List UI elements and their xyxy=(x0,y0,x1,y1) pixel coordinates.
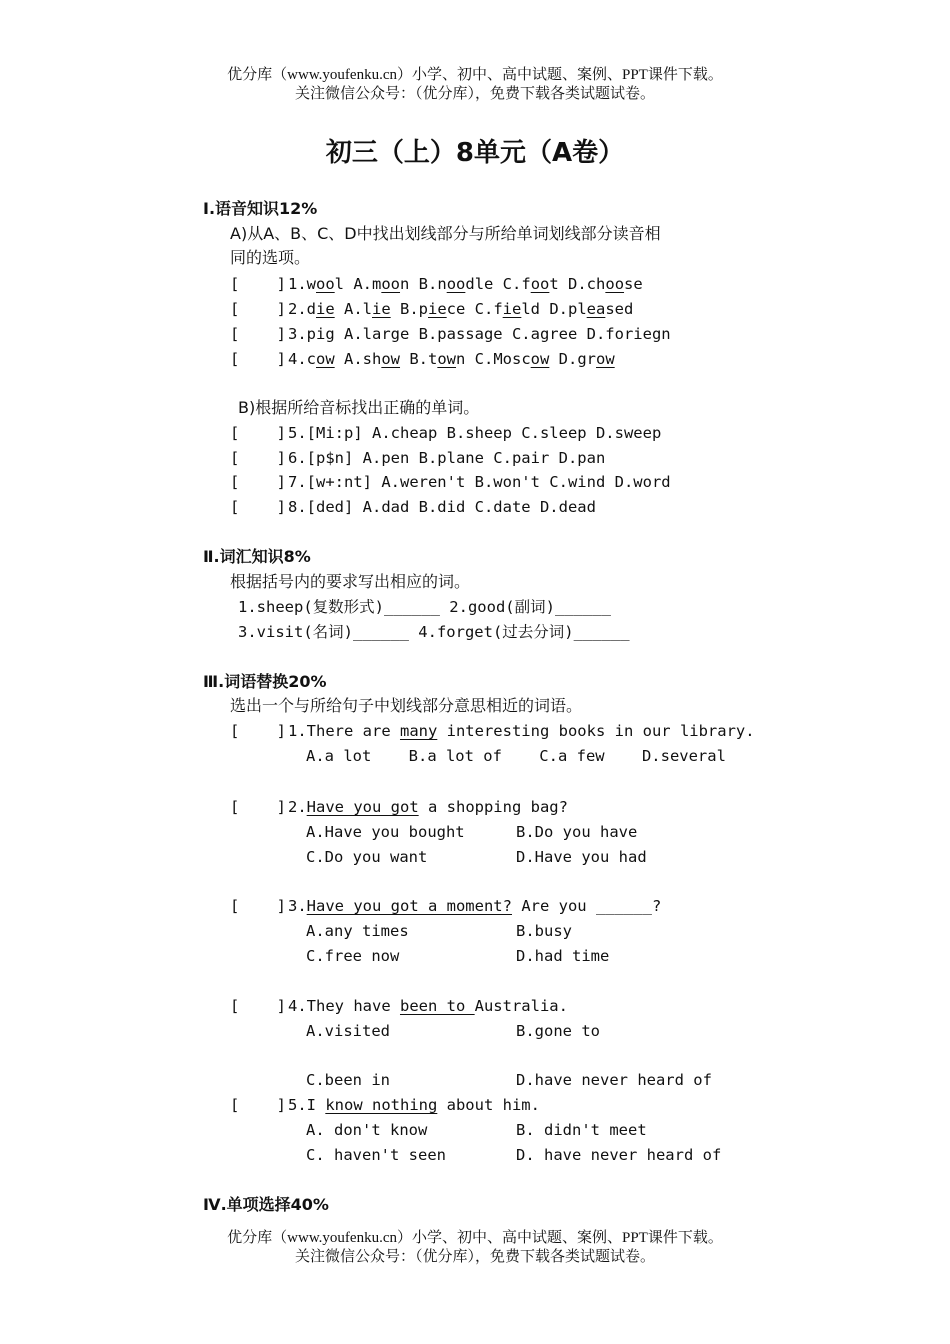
answer-bracket[interactable]: [ ] xyxy=(230,498,286,516)
section-2-line-2: 3.visit(名词)______ 4.forget(过去分词)______ xyxy=(238,623,630,641)
header-line-1: 优分库（www.youfenku.cn）小学、初中、高中试题、案例、PPT课件下载。 xyxy=(227,67,723,83)
question-1-6: 6.[p$n] A.pen B.plane C.pair D.pan xyxy=(288,449,606,467)
question-3-1: 1.There are many interesting books in our library. xyxy=(288,722,755,740)
option-b: B. didn't meet xyxy=(516,1121,647,1139)
question-1-5: 5.[Mi:p] A.cheap B.sheep C.sleep D.sweep xyxy=(288,424,662,442)
question-1-4: 4.cow A.show B.town C.Moscow D.grow xyxy=(288,350,615,368)
question-3-4: 4.They have been to Australia. xyxy=(288,997,568,1015)
answer-bracket[interactable]: [ ] xyxy=(230,325,286,343)
question-3-3: 3.Have you got a moment? Are you ______? xyxy=(288,897,662,915)
question-1-1: 1.wool A.moon B.noodle C.foot D.choose xyxy=(288,275,643,293)
section-1-part-b-instruction: B)根据所给音标找出正确的单词。 xyxy=(238,398,480,417)
option-d: D.Have you had xyxy=(516,848,647,866)
section-3-title: Ⅲ.词语替换20% xyxy=(203,672,327,691)
option-d: D. have never heard of xyxy=(516,1146,722,1164)
option-a: A.Have you bought xyxy=(306,823,465,841)
section-2-instruction: 根据括号内的要求写出相应的词。 xyxy=(230,572,471,591)
section-2-title: Ⅱ.词汇知识8% xyxy=(203,547,311,566)
footer-line-1: 优分库（www.youfenku.cn）小学、初中、高中试题、案例、PPT课件下载。 xyxy=(227,1230,723,1246)
page-title: 初三（上）8单元（A卷） xyxy=(325,138,625,168)
option-d: D.have never heard of xyxy=(516,1071,712,1089)
answer-bracket[interactable]: [ ] xyxy=(230,300,286,318)
question-1-2: 2.die A.lie B.piece C.field D.pleased xyxy=(288,300,634,318)
answer-bracket[interactable]: [ ] xyxy=(230,350,286,368)
option-b: B.gone to xyxy=(516,1022,600,1040)
option-d: D.had time xyxy=(516,947,610,965)
option-c: C.been in xyxy=(306,1071,390,1089)
option-b: B.Do you have xyxy=(516,823,638,841)
option-c: C.Do you want xyxy=(306,848,428,866)
question-1-8: 8.[ded] A.dad B.did C.date D.dead xyxy=(288,498,596,516)
option-a: A. don't know xyxy=(306,1121,428,1139)
option-a: A.visited xyxy=(306,1022,390,1040)
option-c: C. haven't seen xyxy=(306,1146,446,1164)
option-b: B.busy xyxy=(516,922,572,940)
question-1-3: 3.pig A.large B.passage C.agree D.foriegn xyxy=(288,325,671,343)
answer-bracket[interactable]: [ ] xyxy=(230,897,286,915)
question-1-7: 7.[w+:nt] A.weren't B.won't C.wind D.word xyxy=(288,473,671,491)
footer-line-2: 关注微信公众号：（优分库），免费下载各类试题试卷。 xyxy=(294,1249,655,1265)
option-c: C.free now xyxy=(306,947,400,965)
header-line-2: 关注微信公众号：（优分库），免费下载各类试题试卷。 xyxy=(294,86,655,102)
answer-bracket[interactable]: [ ] xyxy=(230,722,286,740)
section-2-line-1: 1.sheep(复数形式)______ 2.good(副词)______ xyxy=(238,598,611,616)
question-3-1-options: A.a lot B.a lot of C.a few D.several xyxy=(306,747,726,765)
question-3-5: 5.I know nothing about him. xyxy=(288,1096,540,1114)
section-4-title: Ⅳ.单项选择40% xyxy=(203,1195,329,1214)
section-1-title: Ⅰ.语音知识12% xyxy=(203,199,318,218)
answer-bracket[interactable]: [ ] xyxy=(230,424,286,442)
option-a: A.any times xyxy=(306,922,409,940)
answer-bracket[interactable]: [ ] xyxy=(230,473,286,491)
answer-bracket[interactable]: [ ] xyxy=(230,997,286,1015)
answer-bracket[interactable]: [ ] xyxy=(230,449,286,467)
section-1-part-a-instruction-cont: 同的选项。 xyxy=(230,248,311,267)
answer-bracket[interactable]: [ ] xyxy=(230,798,286,816)
answer-bracket[interactable]: [ ] xyxy=(230,275,286,293)
section-3-instruction: 选出一个与所给句子中划线部分意思相近的词语。 xyxy=(230,696,583,715)
question-3-2: 2.Have you got a shopping bag? xyxy=(288,798,568,816)
section-1-part-a-instruction: A)从A、B、C、D中找出划线部分与所给单词划线部分读音相 xyxy=(230,224,661,243)
answer-bracket[interactable]: [ ] xyxy=(230,1096,286,1114)
